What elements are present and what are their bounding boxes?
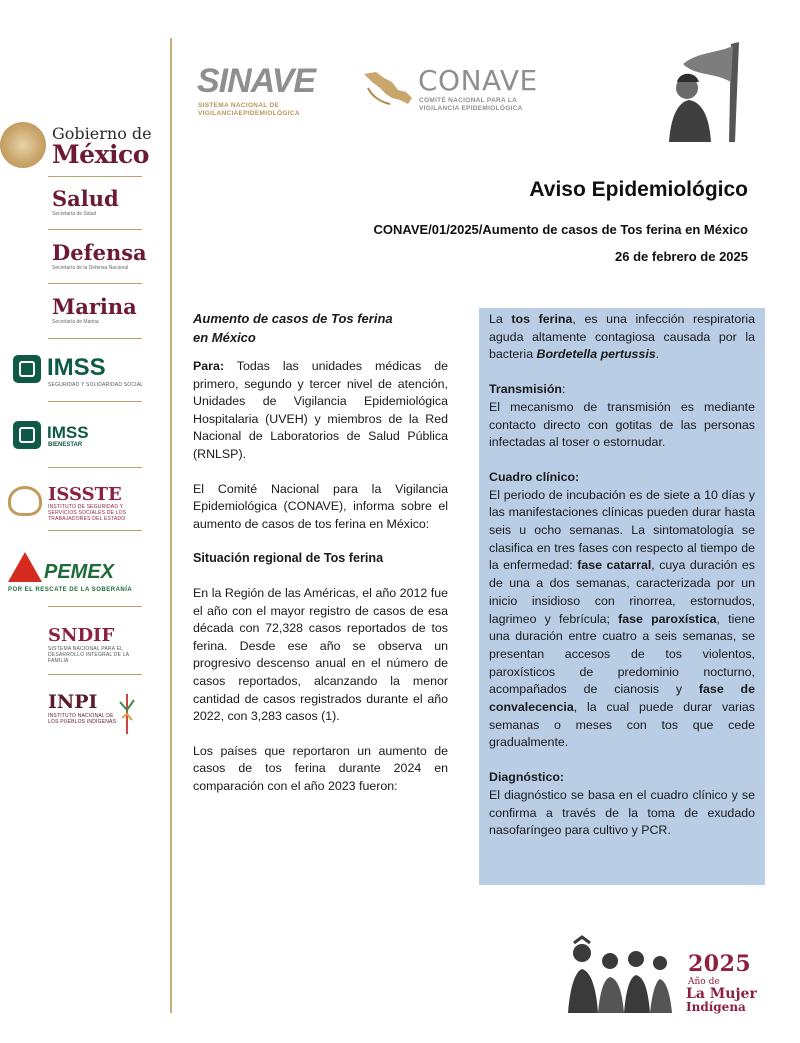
situacion-paragraph-1: En la Región de las Américas, el año 2012 fue el año con el mayor registro de casos de esa década con 72,328 casos reportados de tos ferina. Desde ese año se observa un progresivo descenso anual en el número de casos reportados, alcanzando la menor cantidad de casos registrados durante el año 2022, con 3,283 casos (1). <box>193 585 448 724</box>
inpi-subtitle: INSTITUTO NACIONAL DE LOS PUEBLOS INDÍGENAS <box>48 713 117 725</box>
cuadro-clinico-section: Cuadro clínico: El periodo de incubación es de siete a 10 días y las manifestaciones clínicas pueden durar hasta seis u ocho semanas. La sintomatología se clasifica en tres fases con respecto al tiempo de la enfermedad: fase catarral, cuya duración es de una a dos semanas, caracterizada por un inicio insidioso con rinorrea, estornudos, lagrimeo y febrícula; fase paroxística, tiene una duración entre cuatro a seis semanas, se presentan accesos de tos violentos, paroxísticos de predominio nocturno, acompañados de cianosis y fase de convalecencia, la cual puede durar varias semanas o meses con tos que cede gradualmente. <box>489 469 755 750</box>
diagnostico-section: Diagnóstico: El diagnóstico se basa en el cuadro clínico y se confirma a través de la toma de exudado nasofaríngeo para cultivo y PCR. <box>489 770 755 838</box>
imss-logo: IMSS <box>47 354 106 381</box>
para-recipients: Para: Todas las unidades médicas de primero, segundo y tercer nivel de atención, Unidades de Vigilancia Epidemiológica Hospitalaria (UVEH) y miembros de la Red Nacional de Laboratorios de Salud Pública (RNLSP). <box>193 359 448 461</box>
pemex-flame-icon <box>8 552 42 582</box>
info-box <box>479 308 765 885</box>
marina-logo: Marina <box>52 294 137 319</box>
mexico-map-icon <box>362 68 414 108</box>
sndif-subtitle: SISTEMA NACIONAL PARA EL DESARROLLO INTEGRAL DE LA FAMILIA <box>48 646 129 664</box>
imss-bienestar-icon <box>13 421 41 449</box>
sndif-logo: SNDIF <box>48 625 115 646</box>
mexico-eagle-emblem-icon <box>0 122 46 168</box>
issste-emblem-icon <box>8 486 42 516</box>
conave-wordmark: CONAVE <box>418 64 538 97</box>
issste-logo: ISSSTE <box>48 484 122 505</box>
imss-icon <box>13 355 41 383</box>
marina-subtitle: Secretaría de Marina <box>52 319 99 325</box>
situacion-paragraph-2: Los países que reportaron un aumento de casos de tos ferina durante 2024 en comparación con el año 2023 fueron: <box>193 743 448 793</box>
footer-line-1: Año de <box>688 977 720 987</box>
conave-subtitle: COMITÉ NACIONAL PARA LA VIGILANCIA EPIDEMIOLÓGICA <box>419 97 523 112</box>
vertical-divider <box>170 38 172 1013</box>
salud-logo: Salud <box>52 186 119 211</box>
footer-line-3: Indígena <box>686 1000 746 1014</box>
left-column <box>193 309 448 812</box>
imss-bienestar-logo: IMSS <box>47 423 89 442</box>
transmision-section: Transmisión: El mecanismo de transmisión es mediante contacto directo con gotitas de las personas infectadas al toser o estornudar. <box>489 382 755 450</box>
pemex-tagline: POR EL RESCATE DE LA SOBERANÍA <box>8 587 133 593</box>
indigenous-women-illustration <box>560 935 680 1013</box>
imss-bienestar-subtitle: BIENESTAR <box>48 442 83 448</box>
section-title: Aumento de casos de Tos ferina en México <box>193 311 393 345</box>
footer-year: 2025 <box>688 951 752 977</box>
imss-subtitle: SEGURIDAD Y SOLIDARIDAD SOCIAL <box>48 382 144 388</box>
woman-flag-illustration <box>643 42 743 144</box>
page-title: Aviso Epidemiológico <box>529 178 748 201</box>
inpi-logo: INPI <box>48 691 98 713</box>
footer-line-2: La Mujer <box>686 986 757 1002</box>
sinave-subtitle: SISTEMA NACIONAL DE VIGILANCIAEPIDEMIOLÓGICA <box>198 102 300 117</box>
gobierno-label: Gobierno de <box>52 124 152 143</box>
defensa-logo: Defensa <box>52 240 147 265</box>
defensa-subtitle: Secretaría de la Defensa Nacional <box>52 265 129 271</box>
mexico-label: México <box>52 140 149 169</box>
info-intro: La tos ferina, es una infección respiratoria aguda altamente contagiosa causada por la bacteria Bordetella pertussis. <box>489 312 755 362</box>
sinave-wordmark: SINAVE <box>197 62 316 100</box>
issste-subtitle: INSTITUTO DE SEGURIDAD Y SERVICIOS SOCIALES DE LOS TRABAJADORES DEL ESTADO <box>48 504 127 522</box>
pemex-logo: PEMEX <box>44 561 115 583</box>
document-code: CONAVE/01/2025/Aumento de casos de Tos ferina en México <box>373 222 748 237</box>
inpi-figure-icon <box>116 692 138 736</box>
intro-paragraph: El Comité Nacional para la Vigilancia Epidemiológica (CONAVE), informa sobre el aumento de casos de tos ferina en México: <box>193 481 448 531</box>
document-date: 26 de febrero de 2025 <box>615 249 748 264</box>
salud-subtitle: Secretaría de Salud <box>52 211 97 217</box>
situacion-heading: Situación regional de Tos ferina <box>193 551 384 566</box>
